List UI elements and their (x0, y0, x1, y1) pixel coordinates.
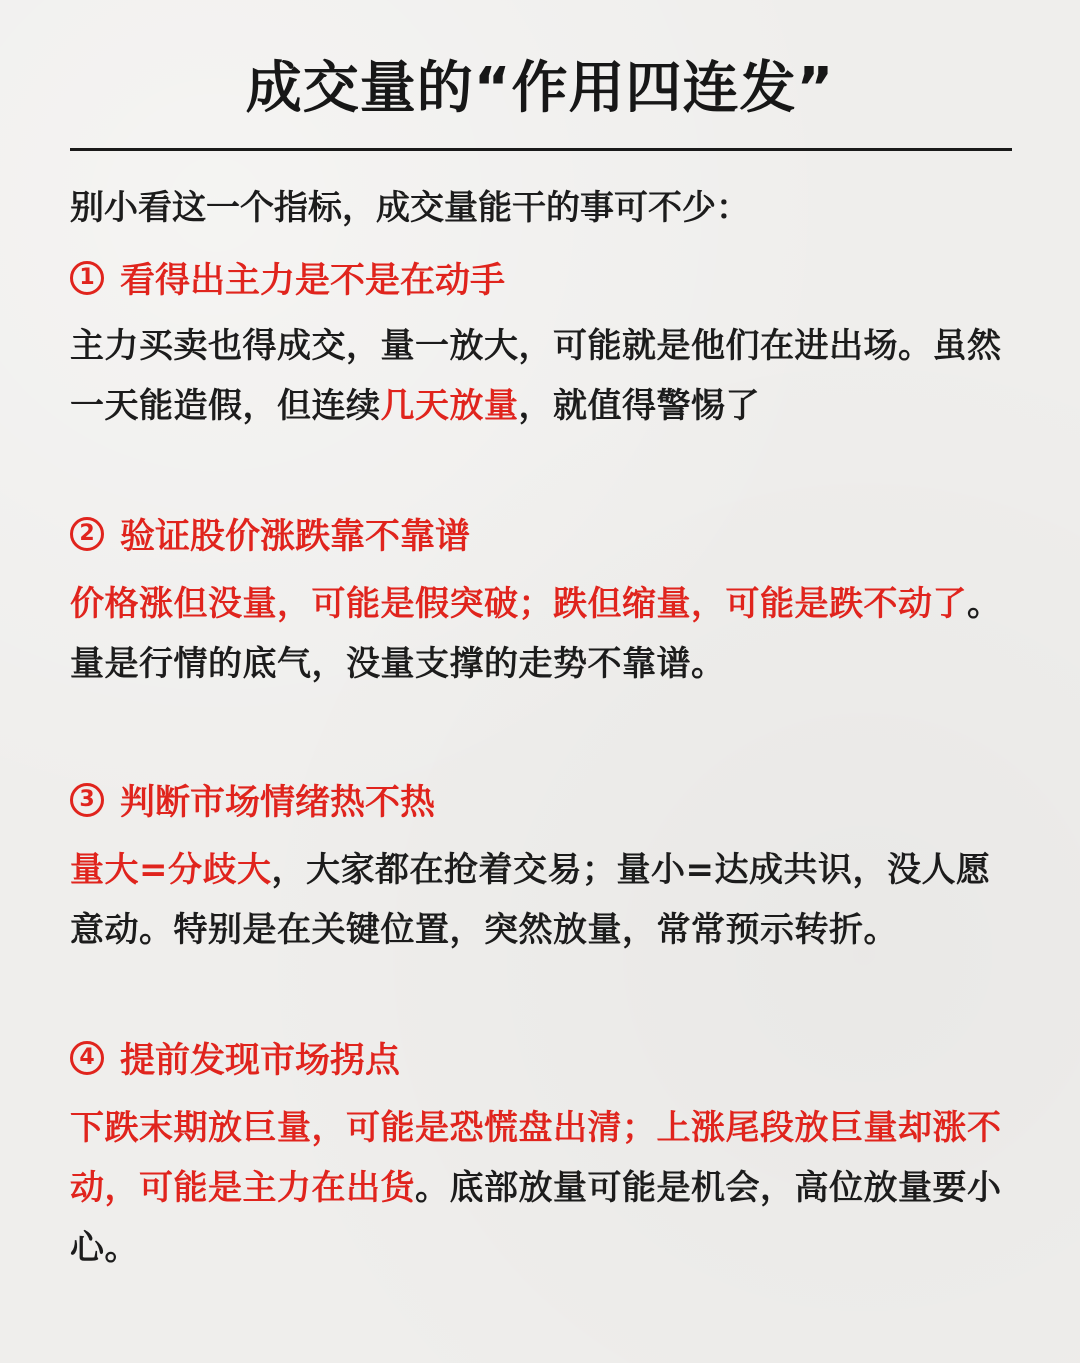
body-segment: ，就值得警惕了 (518, 386, 760, 426)
body-segment: 主力买卖也得成交，量一放大，可能就是他们在进出场。虽然一天能造假，但连续 (70, 326, 1002, 426)
section-body (70, 1098, 1012, 1278)
highlight-segment: 下跌末期放巨量，可能是恐慌盘出清；上涨尾段放巨量却涨不动，可能是主力在出货 (70, 1108, 1002, 1208)
section-3 (70, 772, 1012, 960)
body-segment: 。底部放量可能是机会，高位放量要小心。 (70, 1168, 1002, 1268)
section-2 (70, 506, 1012, 694)
circled-number-icon: 1 (70, 261, 104, 295)
section-body (70, 316, 1012, 436)
circled-number-icon: 4 (70, 1041, 104, 1075)
section-body (70, 840, 1012, 960)
section-heading (70, 506, 1012, 562)
section-heading-text: 看得出主力是不是在动手 (120, 261, 506, 301)
section-heading (70, 250, 1012, 306)
intro-text: 别小看这一个指标，成交量能干的事可不少： (70, 188, 750, 228)
circled-number-icon: 3 (70, 783, 104, 817)
section-heading-text: 验证股价涨跌靠不靠谱 (120, 517, 471, 557)
highlight-segment: 几天放量 (380, 386, 519, 426)
page-title: 成交量的“作用四连发” (245, 56, 835, 121)
section-heading-text: 提前发现市场拐点 (120, 1041, 401, 1081)
section-heading (70, 772, 1012, 828)
circled-number-icon: 2 (70, 517, 104, 551)
section-heading-text: 判断市场情绪热不热 (120, 783, 436, 823)
section-1 (70, 250, 1012, 436)
highlight-segment: 量大=分歧大 (70, 850, 272, 890)
body-segment: ，大家都在抢着交易；量小=达成共识，没人愿意动。特别是在关键位置，突然放量，常常预示转折。 (70, 850, 991, 950)
title-divider (70, 148, 1012, 151)
article-content (70, 180, 1012, 1278)
section-body (70, 574, 1012, 694)
section-4 (70, 1030, 1012, 1278)
section-heading (70, 1030, 1012, 1086)
body-segment: 。量是行情的底气，没量支撑的走势不靠谱。 (70, 584, 1002, 684)
highlight-segment: 价格涨但没量，可能是假突破；跌但缩量，可能是跌不动了 (70, 584, 967, 624)
